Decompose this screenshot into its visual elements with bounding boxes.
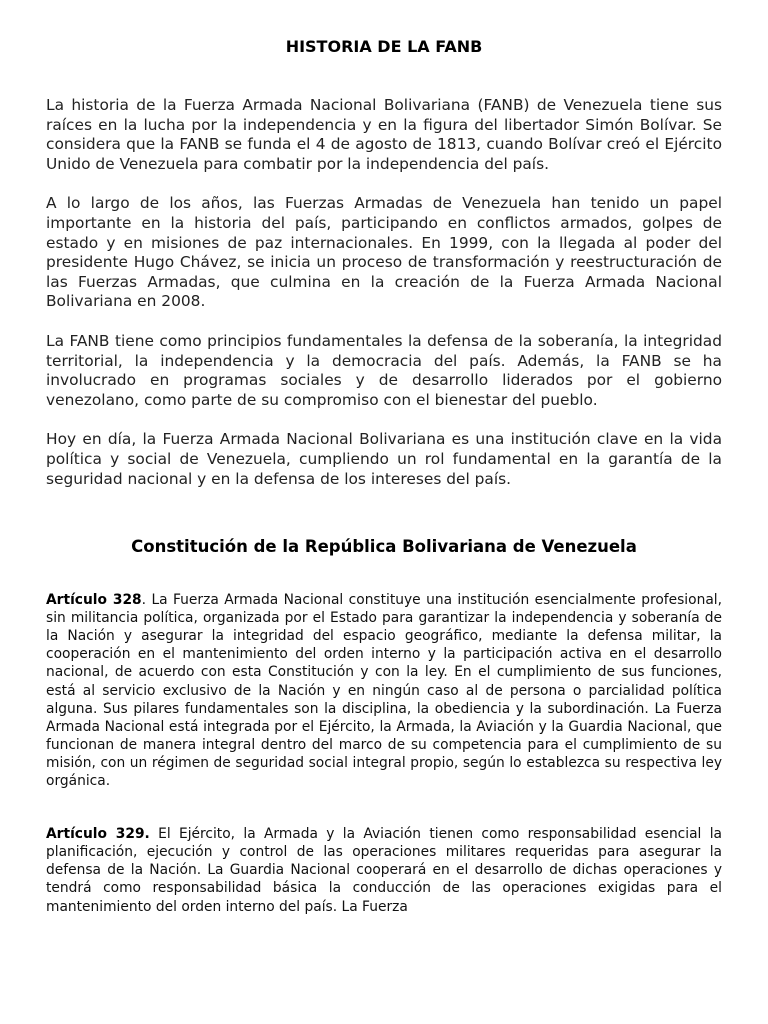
paragraph: La historia de la Fuerza Armada Nacional Bolivariana (FANB) de Venezuela tiene sus raíces en la lucha por la independencia y en la figura del libertador Simón Bolívar. Se considera que la FANB se funda el 4 de agosto de 1813, cuando Bolívar creó el Ejército Unido de Venezuela para combatir por la independencia del país. (46, 96, 722, 173)
article-text: . La Fuerza Armada Nacional constituye una institución esencialmente profesional, sin militancia política, organizada por el Estado para garantizar la independencia y soberanía de la Nación y asegurar la integridad del espacio geográfico, mediante la defensa militar, la cooperación en el mantenimiento del orden interno y la participación activa en el desarrollo nacional, de acuerdo con esta Constitución y con la ley. En el cumplimiento de sus funciones, está al servicio exclusivo de la Nación y en ningún caso al de persona o parcialidad política alguna. Sus pilares fundamentales son la disciplina, la obediencia y la subordinación. La Fuerza Armada Nacional está integrada por el Ejército, la Armada, la Aviación y la Guardia Nacional, que funcionan de manera integral dentro del marco de su competencia para el cumplimiento de su misión, con un régimen de seguridad social integral propio, según lo establezca su respectiva ley orgánica. (46, 592, 723, 790)
paragraph: A lo largo de los años, las Fuerzas Armadas de Venezuela han tenido un papel importante en la historia del país, participando en conflictos armados, golpes de estado y en misiones de paz internacionales. En 1999, con la llegada al poder del presidente Hugo Chávez, se inicia un proceso de transformación y reestructuración de las Fuerzas Armadas, que culmina en la creación de la Fuerza Armada Nacional Bolivariana en 2008. (46, 194, 722, 311)
section-title: Constitución de la República Bolivariana de Venezuela (131, 537, 637, 557)
article-label: Artículo 329. (46, 826, 150, 843)
articles-section (46, 591, 722, 916)
article-text: El Ejército, la Armada y la Aviación tienen como responsabilidad esencial la planificación, ejecución y control de las operaciones militares requeridas para asegurar la defensa de la Nación. La Guardia Nacional cooperará en el desarrollo de dichas operaciones y tendrá como responsabilidad básica la conducción de las operaciones exigidas para el mantenimiento del orden interno del país. La Fuerza (46, 826, 722, 915)
article-label: Artículo 328 (46, 592, 142, 609)
article-329 (46, 825, 722, 915)
article-328 (46, 591, 722, 790)
document-title: HISTORIA DE LA FANB (285, 37, 483, 56)
intro-section (46, 96, 722, 489)
paragraph: La FANB tiene como principios fundamentales la defensa de la soberanía, la integridad territorial, la independencia y la democracia del país. Además, la FANB se ha involucrado en programas sociales y de desarrollo liderados por el gobierno venezolano, como parte de su compromiso con el bienestar del pueblo. (46, 331, 722, 409)
paragraph: Hoy en día, la Fuerza Armada Nacional Bolivariana es una institución clave en la vida política y social de Venezuela, cumpliendo un rol fundamental en la garantía de la seguridad nacional y en la defensa de los intereses del país. (46, 430, 722, 488)
